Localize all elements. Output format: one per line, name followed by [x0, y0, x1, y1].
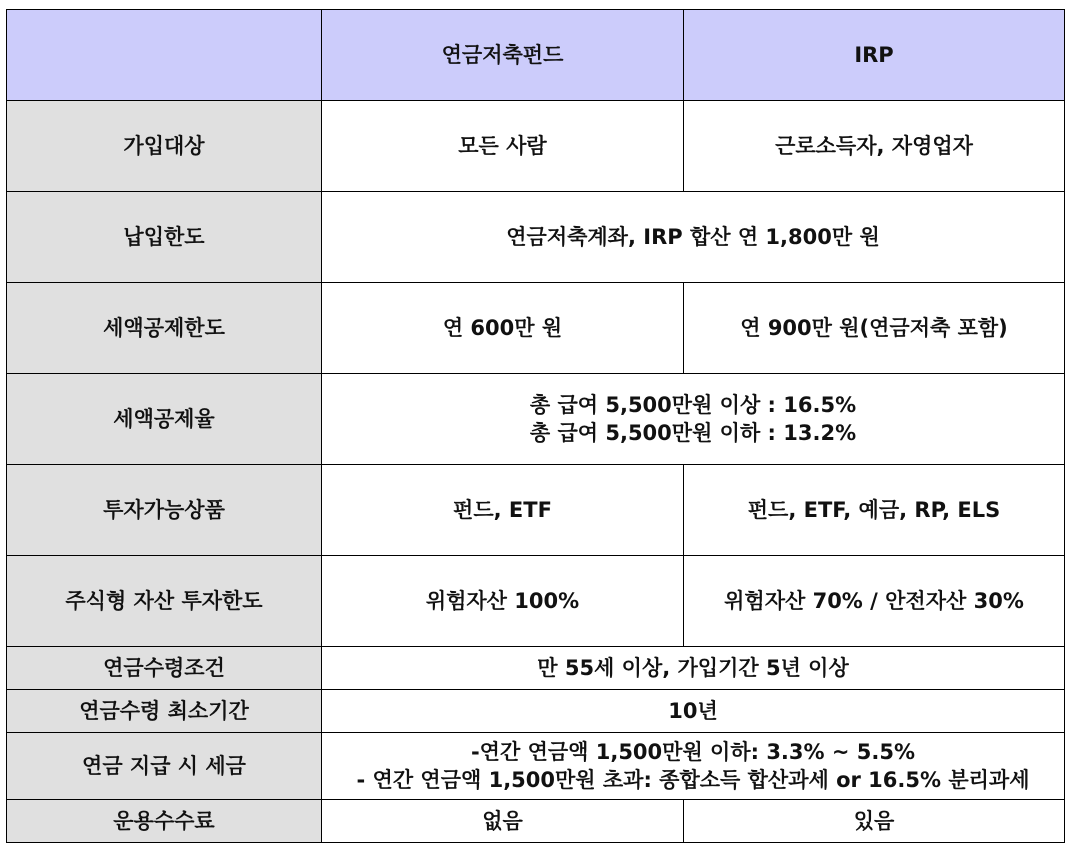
row-label-min-period: 연금수령 최소기간 [7, 690, 322, 733]
row-label-eligibility: 가입대상 [7, 101, 322, 192]
table-row-equity-limit [7, 556, 1065, 647]
table-row-products [7, 465, 1065, 556]
row-label-tax-credit-rate: 세액공제율 [7, 374, 322, 465]
row-label-payout-tax: 연금 지급 시 세금 [7, 733, 322, 800]
cell-fees-irp: 있음 [684, 800, 1065, 843]
cell-products-fund: 펀드, ETF [322, 465, 684, 556]
row-label-pension-conditions: 연금수령조건 [7, 647, 322, 690]
header-irp: IRP [684, 10, 1065, 101]
table-row-tax-credit-rate [7, 374, 1065, 465]
cell-min-period-merged: 10년 [322, 690, 1065, 733]
row-label-deposit-limit: 납입한도 [7, 192, 322, 283]
row-label-fees: 운용수수료 [7, 800, 322, 843]
cell-fees-fund: 없음 [322, 800, 684, 843]
table-row-fees [7, 800, 1065, 843]
tax-credit-rate-line-low: 총 급여 5,500만원 이하 : 13.2% [529, 421, 857, 445]
table-row-payout-tax [7, 733, 1065, 800]
cell-tax-credit-limit-irp: 연 900만 원(연금저축 포함) [684, 283, 1065, 374]
cell-eligibility-fund: 모든 사람 [322, 101, 684, 192]
row-label-products: 투자가능상품 [7, 465, 322, 556]
comparison-table [6, 9, 1065, 843]
cell-equity-limit-fund: 위험자산 100% [322, 556, 684, 647]
cell-products-irp: 펀드, ETF, 예금, RP, ELS [684, 465, 1065, 556]
row-label-tax-credit-limit: 세액공제한도 [7, 283, 322, 374]
table-row-min-period [7, 690, 1065, 733]
header-pension-savings-fund: 연금저축펀드 [322, 10, 684, 101]
table-row-pension-conditions [7, 647, 1065, 690]
cell-deposit-limit-merged: 연금저축계좌, IRP 합산 연 1,800만 원 [322, 192, 1065, 283]
tax-credit-rate-line-high: 총 급여 5,500만원 이상 : 16.5% [529, 392, 857, 417]
cell-payout-tax-merged [322, 733, 1065, 800]
cell-eligibility-irp: 근로소득자, 자영업자 [684, 101, 1065, 192]
payout-tax-line-under: -연간 연금액 1,500만원 이하: 3.3% ~ 5.5% [470, 739, 916, 764]
header-row [7, 10, 1065, 101]
cell-tax-credit-limit-fund: 연 600만 원 [322, 283, 684, 374]
cell-tax-credit-rate-merged [322, 374, 1065, 465]
cell-equity-limit-irp: 위험자산 70% / 안전자산 30% [684, 556, 1065, 647]
payout-tax-line-over: - 연간 연금액 1,500만원 초과: 종합소득 합산과세 or 16.5% 분리과세 [356, 768, 1030, 792]
table-row-tax-credit-limit [7, 283, 1065, 374]
table-row-deposit-limit [7, 192, 1065, 283]
row-label-equity-limit: 주식형 자산 투자한도 [7, 556, 322, 647]
header-corner-cell [7, 10, 322, 101]
table-row-eligibility [7, 101, 1065, 192]
cell-pension-conditions-merged: 만 55세 이상, 가입기간 5년 이상 [322, 647, 1065, 690]
